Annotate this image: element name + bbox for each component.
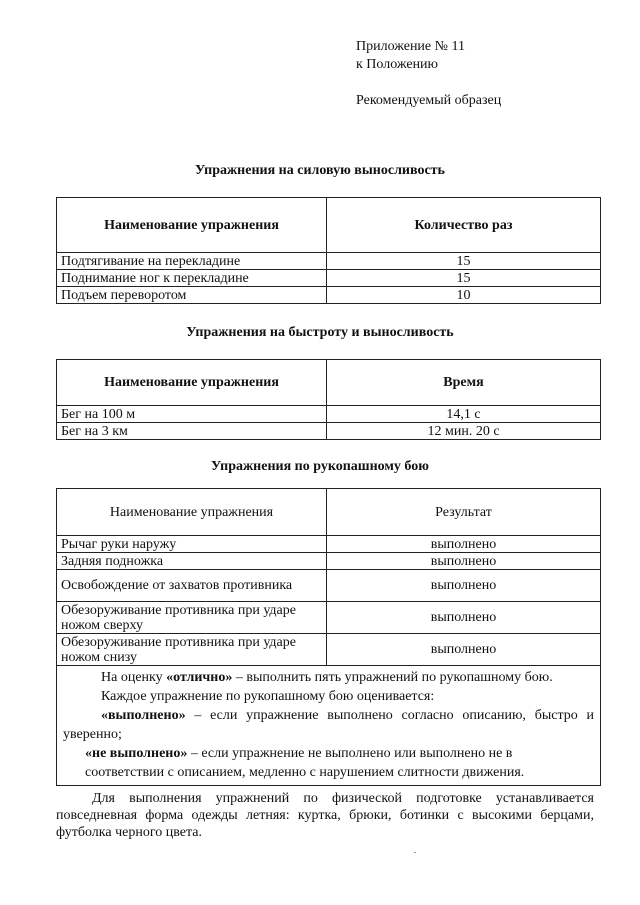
speed-title: Упражнения на быстроту и выносливость <box>186 325 454 340</box>
table-row-value: выполнено <box>327 536 601 553</box>
uniform-paragraph: Для выполнения упражнений по физической подготовке устанавливается повседневная форма одежды летняя: куртка, брюки, ботинки с высокими берцами, футболка черного цвета. <box>56 791 594 840</box>
note-evaluation: Каждое упражнение по рукопашному бою оценивается: <box>101 689 435 704</box>
strength-title: Упражнения на силовую выносливость <box>195 163 445 178</box>
strength-col-name: Наименование упражнения <box>57 198 327 253</box>
combat-note <box>57 666 601 786</box>
combat-title: Упражнения по рукопашному бою <box>211 459 429 474</box>
table-row-name: Обезоруживание противника при ударе ножом снизу <box>57 634 327 666</box>
table-row-value: 14,1 с <box>327 406 601 423</box>
scan-speck <box>414 852 416 853</box>
table-row-name: Бег на 100 м <box>57 406 327 423</box>
table-row-value: выполнено <box>327 570 601 602</box>
table-row-name: Подъем переворотом <box>57 287 327 304</box>
combat-table <box>56 488 601 786</box>
note-not-done-term: «не выполнено» <box>85 746 188 761</box>
table-row-value: 12 мин. 20 с <box>327 423 601 440</box>
table-row-value: выполнено <box>327 602 601 634</box>
table-row-name: Поднимание ног к перекладине <box>57 270 327 287</box>
table-row-name: Обезоруживание противника при ударе ножом сверху <box>57 602 327 634</box>
speed-table <box>56 359 601 440</box>
note-excellent-term: «отлично» <box>166 670 233 685</box>
note-excellent: На оценку «отлично» – выполнить пять упражнений по рукопашному бою. <box>101 670 553 685</box>
table-row-name: Бег на 3 км <box>57 423 327 440</box>
table-row-name: Освобождение от захватов противника <box>57 570 327 602</box>
note-not-done: «не выполнено» – если упражнение не выполнено или выполнено не в соответствии с описанием, медленно с нарушением слитности движения. <box>85 746 525 780</box>
speed-col-value: Время <box>327 360 601 406</box>
combat-col-name: Наименование упражнения <box>57 489 327 536</box>
table-row-name: Задняя подножка <box>57 553 327 570</box>
combat-col-value: Результат <box>327 489 601 536</box>
appendix-reference: к Положению <box>356 57 439 72</box>
strength-table <box>56 197 601 304</box>
table-row-name: Рычаг руки наружу <box>57 536 327 553</box>
table-row-name: Подтягивание на перекладине <box>57 253 327 270</box>
table-row-value: 15 <box>327 270 601 287</box>
table-row-value: 15 <box>327 253 601 270</box>
sample-label: Рекомендуемый образец <box>356 93 502 108</box>
table-row-value: выполнено <box>327 553 601 570</box>
table-row-value: 10 <box>327 287 601 304</box>
strength-col-value: Количество раз <box>327 198 601 253</box>
appendix-number: Приложение № 11 <box>356 39 465 54</box>
note-done-term: «выполнено» <box>101 708 186 723</box>
table-row-value: выполнено <box>327 634 601 666</box>
note-done: «выполнено» – если упражнение выполнено согласно описанию, быстро и уверенно; <box>63 708 594 742</box>
speed-col-name: Наименование упражнения <box>57 360 327 406</box>
